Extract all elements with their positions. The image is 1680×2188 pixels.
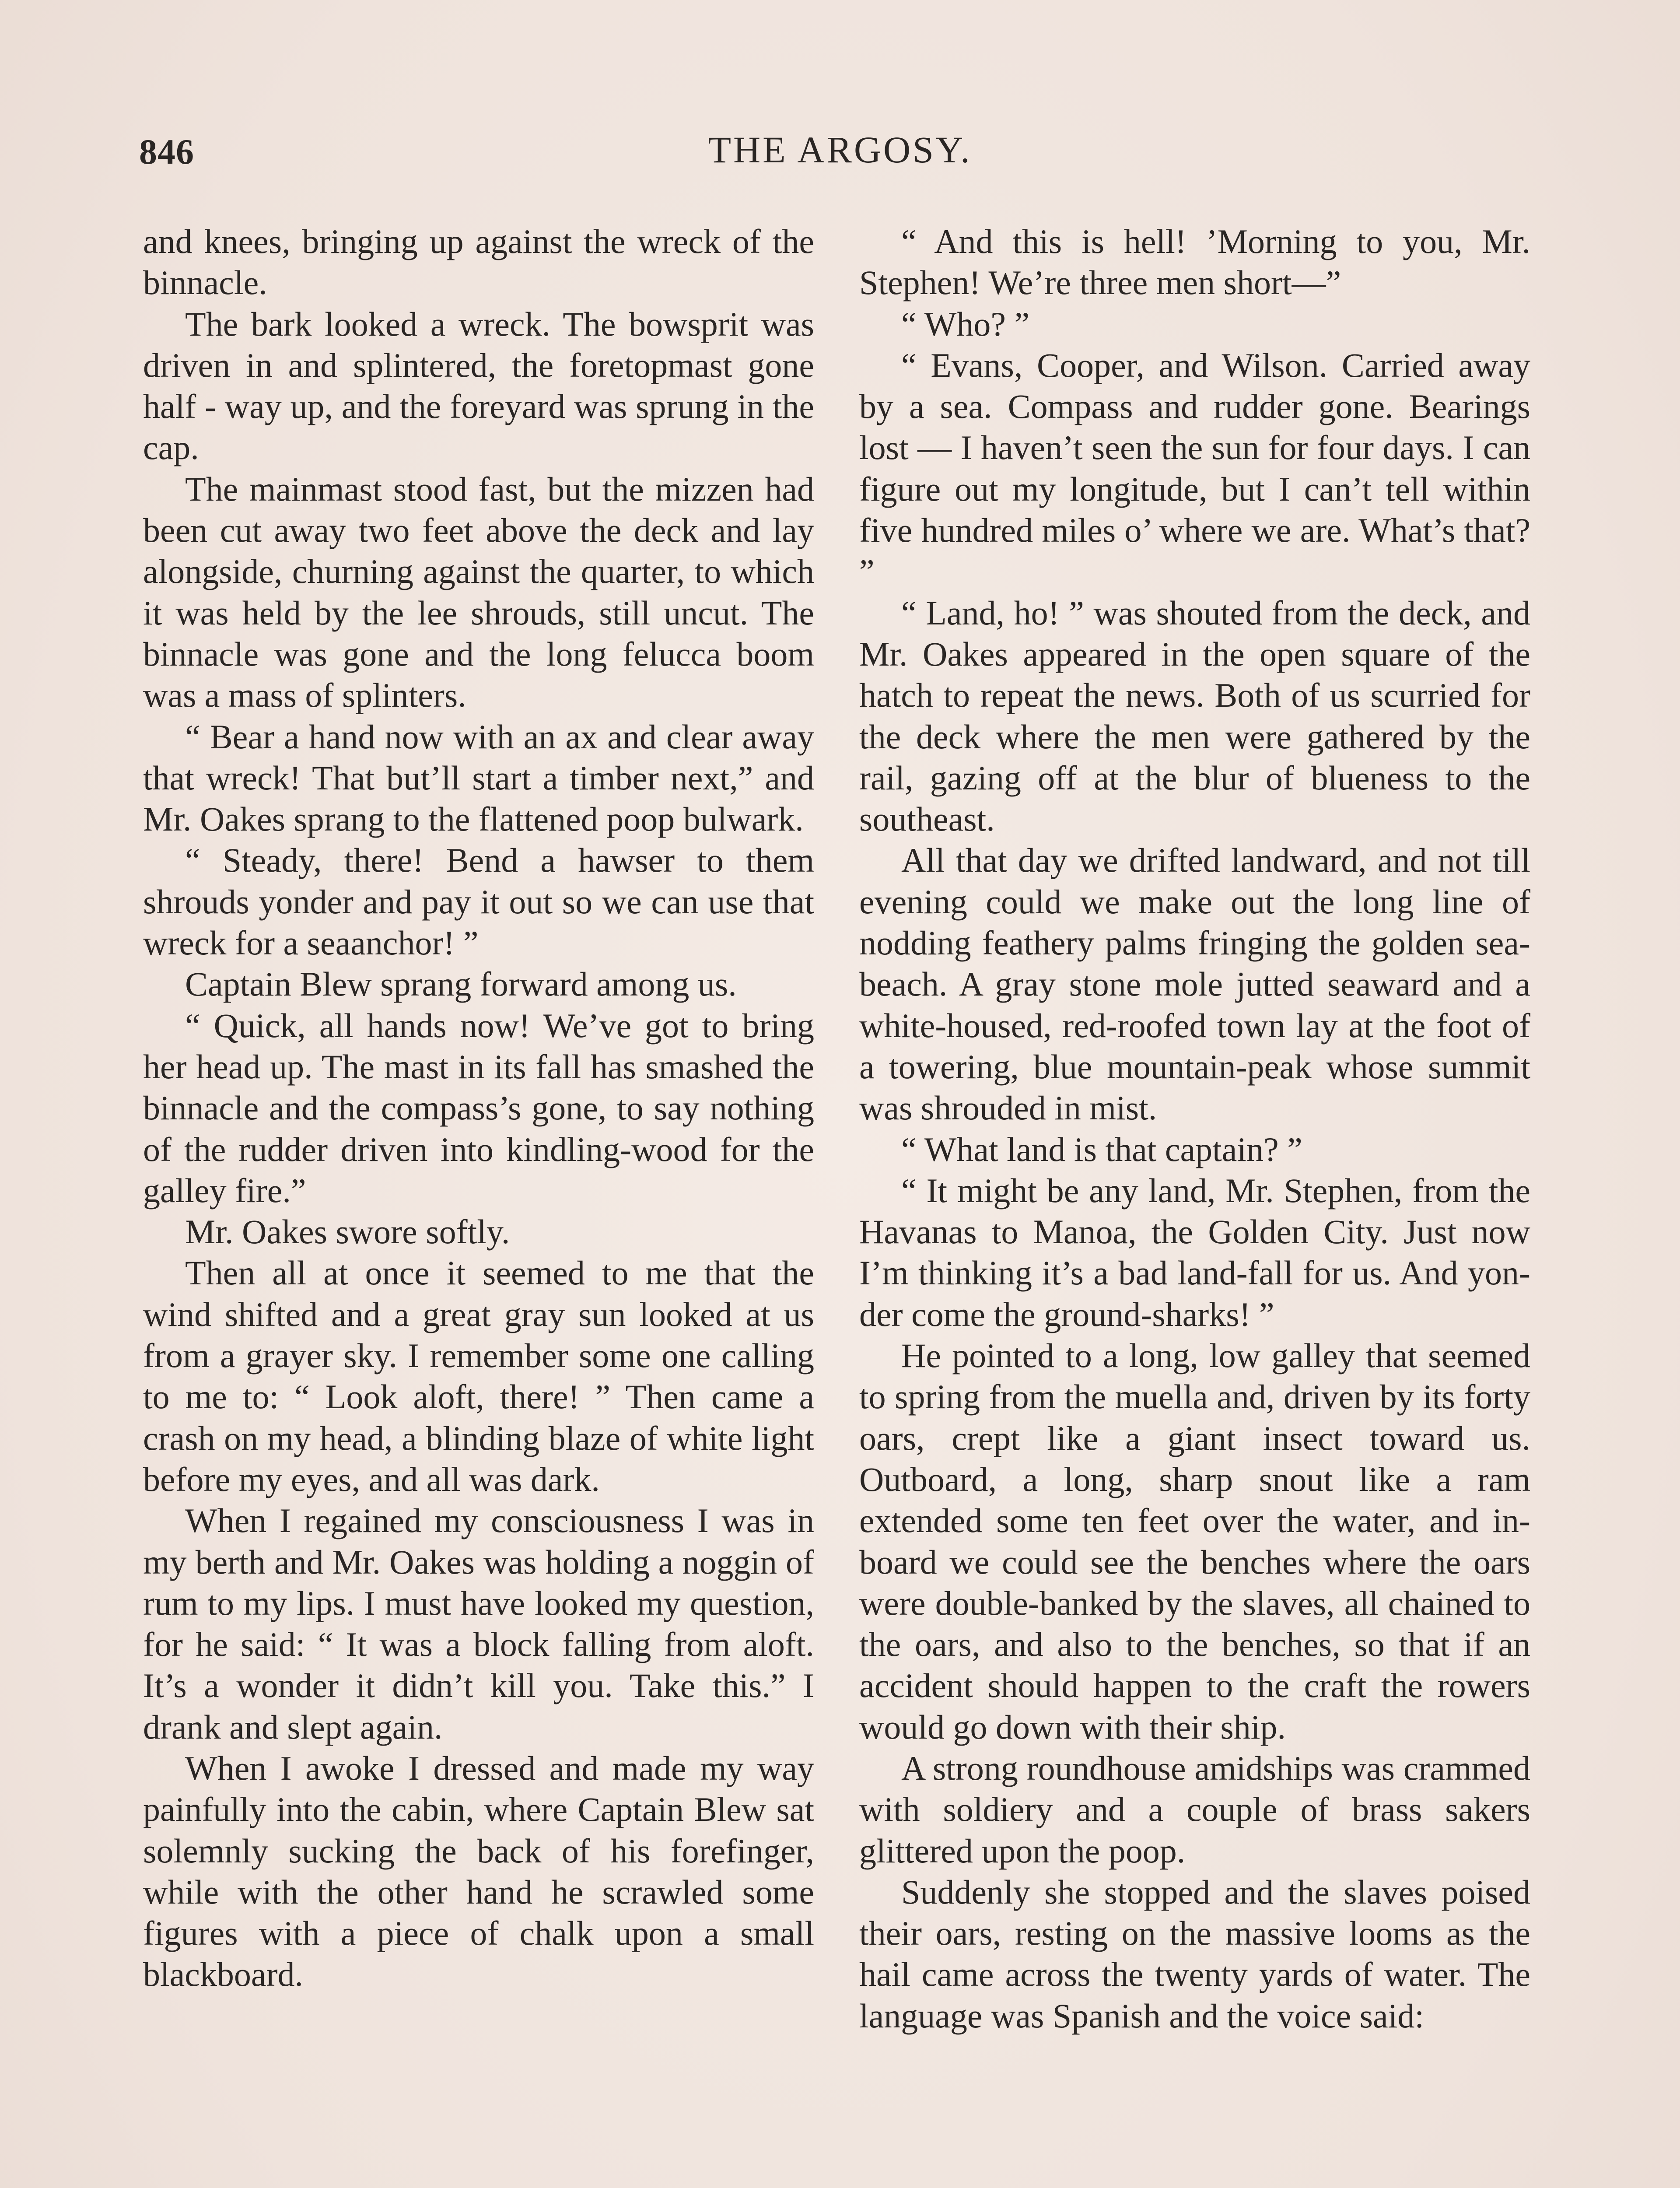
paragraph: and knees, bringing up against the wreck of the binnacle. [143,222,814,302]
paragraph: Mr. Oakes swore softly. [185,1213,510,1251]
paragraph: All that day we drifted landward, and not till evening could we make out the long line of nodding feathery palms fringing the golden sea-beach. A gray stone mole jutted seaward and a white-housed, red-roofed town lay at the foot of a towering, blue mountain-peak whose summit was shrouded in mist. [859,841,1530,1127]
paragraph: “ Quick, all hands now! We’ve got to bring her head up. The mast in its fall has smashed the binnacle and the compass’s gone, to say nothing of the rudder driven into kindling-wood for the galley fire.” [143,1006,814,1210]
paragraph: The mainmast stood fast, but the mizzen had been cut away two feet above the deck and lay alongside, churning against the quarter, to which it was held by the lee shrouds, still uncut. The binnacle was gone and the long felucca boom was a mass of splinters. [143,470,814,715]
paragraph: He pointed to a long, low galley that seemed to spring from the muella and, driven by its forty oars, crept like a giant insect toward us. Outboard, a long, sharp snout like a ram extended some ten feet over the water, and inboard we could see the benches where the oars were double-banked by the slaves, all chained to the oars, and also to the benches, so that if an accident should happen to the craft the rowers would go down with their ship. [859,1336,1530,1746]
right-text-column [859,221,1530,2188]
paragraph: A strong roundhouse amidships was crammed with soldiery and a couple of brass sakers glittered upon the poop. [859,1749,1530,1870]
paragraph: Suddenly she stopped and the slaves poised their oars, resting on the massive looms as the hail came across the twenty yards of water. The language was Spanish and the voice said: [859,1872,1530,2035]
paragraph: Then all at once it seemed to me that the wind shifted and a great gray sun looked at us from a grayer sky. I remember some one calling to me to: “ Look aloft, there! ” Then came a crash on my head, a blinding blaze of white light before my eyes, and all was dark. [143,1254,814,1498]
left-text-column [143,221,814,2188]
paragraph: “ What land is that captain? ” [901,1130,1302,1168]
paragraph: “ And this is hell! ’Morning to you, Mr. Stephen! We’re three men short—” [859,222,1530,302]
paragraph: “ Bear a hand now with an ax and clear away that wreck! That but’ll start a timber next,” and Mr. Oakes sprang to the flattened poop bulwark. [143,717,814,838]
paragraph: Captain Blew sprang forward among us. [185,965,737,1003]
paragraph: “ Evans, Cooper, and Wilson. Carried away by a sea. Compass and rudder gone. Bearings lost — I haven’t seen the sun for four days. I can figure out my longitude, but I can’t tell within five hundred miles o’ where we are. What’s that? ” [859,346,1530,591]
paragraph: “ Who? ” [901,305,1030,343]
paragraph: “ Land, ho! ” was shouted from the deck, and Mr. Oakes appeared in the open square of the hatch to repeat the news. Both of us scurried for the deck where the men were gathered by the rail, gazing off at the blur of blueness to the southeast. [859,593,1530,838]
running-title: THE ARGOSY. [708,129,972,171]
page-number: 846 [139,132,194,172]
paragraph: “ It might be any land, Mr. Stephen, from the Havanas to Manoa, the Golden City. Just now I’m thinking it’s a bad land-fall for us. And yonder come the ground-sharks! ” [859,1171,1530,1333]
paragraph: When I awoke I dressed and made my way painfully into the cabin, where Captain Blew sat solemnly sucking the back of his forefinger, while with the other hand he scrawled some figures with a piece of chalk upon a small blackboard. [143,1749,814,1994]
paragraph: The bark looked a wreck. The bowsprit was driven in and splintered, the foretopmast gone half - way up, and the foreyard was sprung in the cap. [143,305,814,467]
paragraph: When I regained my consciousness I was in my berth and Mr. Oakes was holding a noggin of rum to my lips. I must have looked my question, for he said: “ It was a block falling from aloft. It’s a wonder it didn’t kill you. Take this.” I drank and slept again. [143,1501,814,1746]
paragraph: “ Steady, there! Bend a hawser to them shrouds yonder and pay it out so we can use that wreck for a seaanchor! ” [143,841,814,962]
